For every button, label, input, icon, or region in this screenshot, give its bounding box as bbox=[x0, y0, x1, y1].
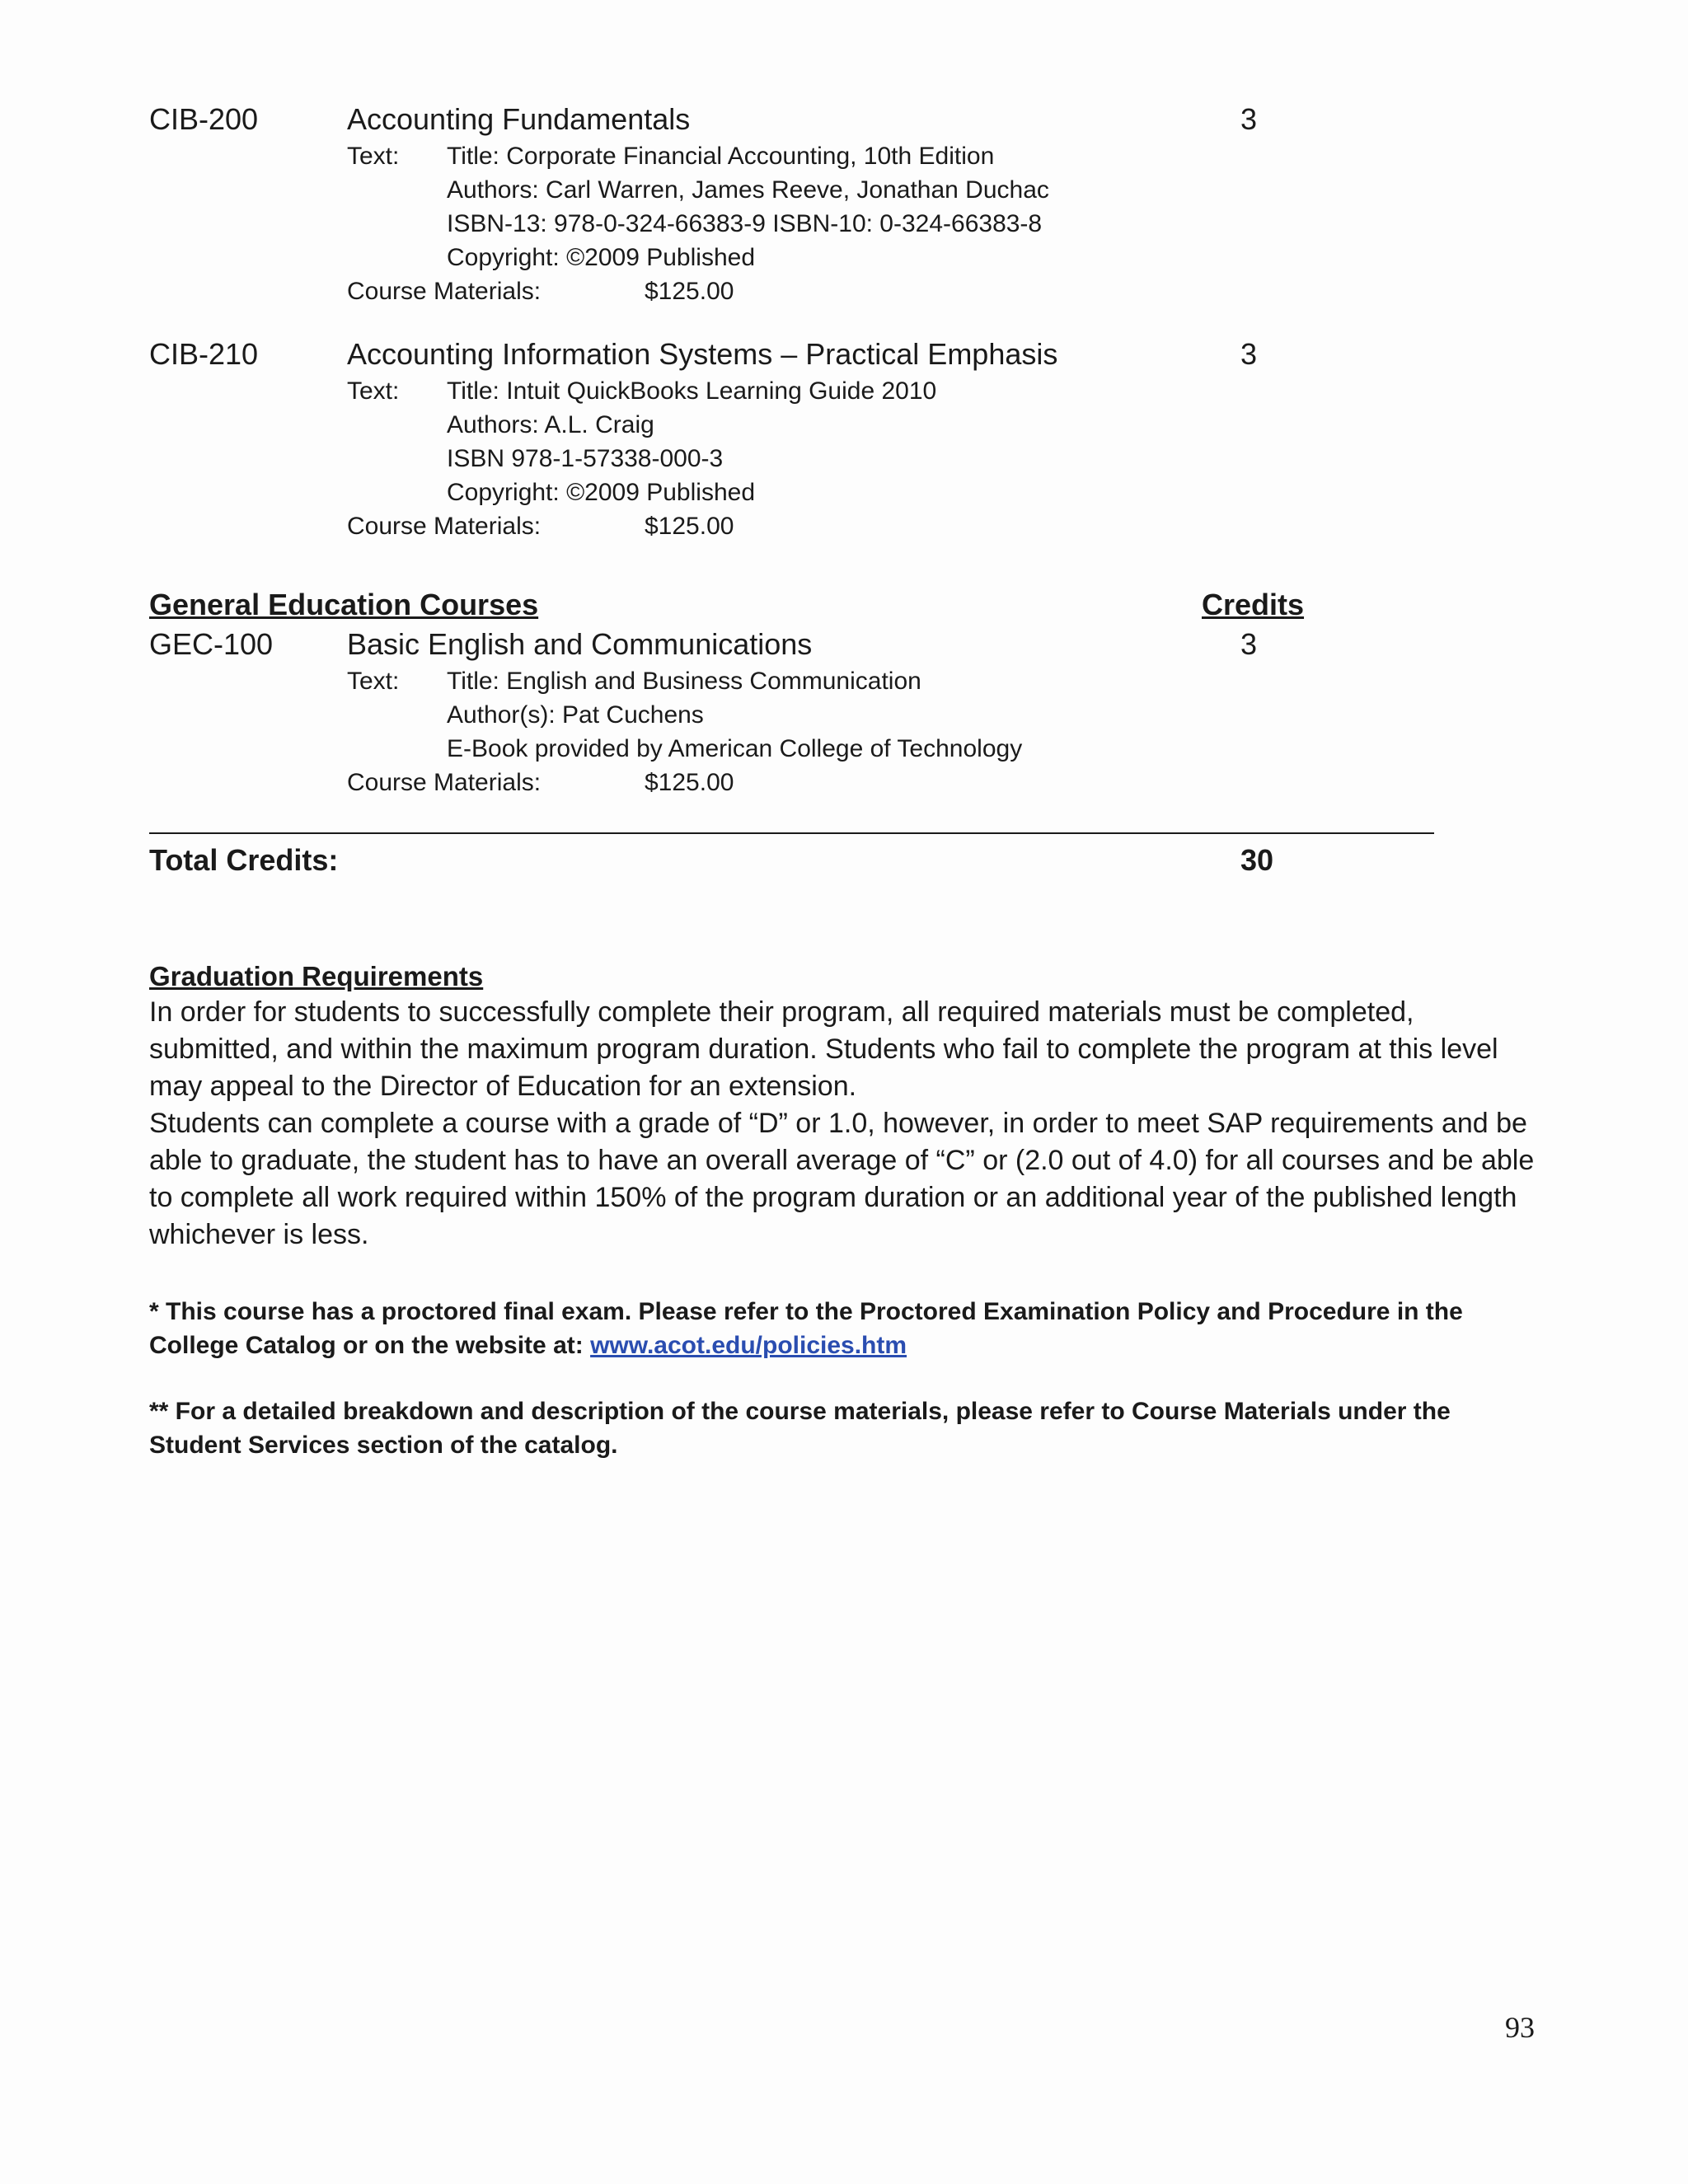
graduation-heading: Graduation Requirements bbox=[149, 961, 484, 991]
course-title: Accounting Information Systems – Practical Emphasis bbox=[347, 337, 1058, 371]
book-authors-line: Author(s): Pat Cuchens bbox=[447, 701, 704, 729]
course-credits: 3 bbox=[1240, 627, 1258, 661]
page-number: 93 bbox=[1505, 2011, 1535, 2044]
book-authors-line: Authors: Carl Warren, James Reeve, Jonathan Duchac bbox=[447, 176, 1049, 204]
book-authors-line: Authors: A.L. Craig bbox=[447, 411, 654, 438]
materials-price: $125.00 bbox=[645, 769, 734, 796]
course-credits: 3 bbox=[1240, 102, 1258, 136]
book-ebook-line: E-Book provided by American College of Technology bbox=[447, 735, 1023, 762]
book-copyright-line: Copyright: ©2009 Published bbox=[447, 479, 756, 506]
course-code: GEC-100 bbox=[149, 627, 274, 661]
text-label: Text: bbox=[347, 143, 400, 170]
gen-ed-heading: General Education Courses bbox=[149, 588, 539, 621]
book-copyright-line: Copyright: ©2009 Published bbox=[447, 244, 756, 271]
course-title: Accounting Fundamentals bbox=[347, 102, 691, 136]
graduation-body bbox=[149, 994, 1550, 1254]
policies-link[interactable]: www.acot.edu/policies.htm bbox=[590, 1332, 907, 1359]
materials-price: $125.00 bbox=[645, 513, 734, 540]
materials-label: Course Materials: bbox=[347, 278, 542, 305]
total-credits-label: Total Credits: bbox=[149, 843, 339, 877]
book-isbn-line: ISBN 978-1-57338-000-3 bbox=[447, 445, 724, 472]
book-title-line: Title: Intuit QuickBooks Learning Guide 2010 bbox=[447, 377, 937, 405]
proctored-exam-note-text: * This course has a proctored final exam. Please refer to the Proctored Examination Policy and Procedure in the College Catalog or on the website at: bbox=[149, 1298, 1463, 1359]
total-credits-value: 30 bbox=[1240, 843, 1274, 877]
divider-line bbox=[149, 832, 1434, 834]
graduation-paragraph-1: In order for students to successfully complete their program, all required materials must be completed, submitted, and within the maximum program duration. Students who fail to complete the program at this level may appeal to the Director of Education for an extension. bbox=[149, 996, 1498, 1102]
graduation-section bbox=[149, 959, 1550, 1254]
course-materials-note: ** For a detailed breakdown and description of the course materials, please refer to Course Materials under the Student Services section of the catalog. bbox=[149, 1398, 1451, 1459]
book-isbn-line: ISBN-13: 978-0-324-66383-9 ISBN-10: 0-324-66383-8 bbox=[447, 210, 1043, 237]
book-title-line: Title: Corporate Financial Accounting, 10th Edition bbox=[447, 143, 995, 170]
materials-price: $125.00 bbox=[645, 278, 734, 305]
course-code: CIB-200 bbox=[149, 102, 259, 136]
text-label: Text: bbox=[347, 668, 400, 695]
proctored-exam-note bbox=[149, 1295, 1542, 1362]
materials-label: Course Materials: bbox=[347, 513, 542, 540]
book-title-line: Title: English and Business Communication bbox=[447, 668, 921, 695]
course-code: CIB-210 bbox=[149, 337, 259, 371]
course-title: Basic English and Communications bbox=[347, 627, 813, 661]
credits-heading: Credits bbox=[1202, 588, 1305, 621]
text-label: Text: bbox=[347, 377, 400, 405]
course-credits: 3 bbox=[1240, 337, 1258, 371]
graduation-paragraph-2: Students can complete a course with a grade of “D” or 1.0, however, in order to meet SAP requirements and be able to graduate, the student has to have an overall average of “C” or (2.0 out of 4.0) for all courses and be able to complete all work required within 150% of the program duration or an additional year of the published length whichever is less. bbox=[149, 1108, 1535, 1250]
materials-label: Course Materials: bbox=[347, 769, 542, 796]
